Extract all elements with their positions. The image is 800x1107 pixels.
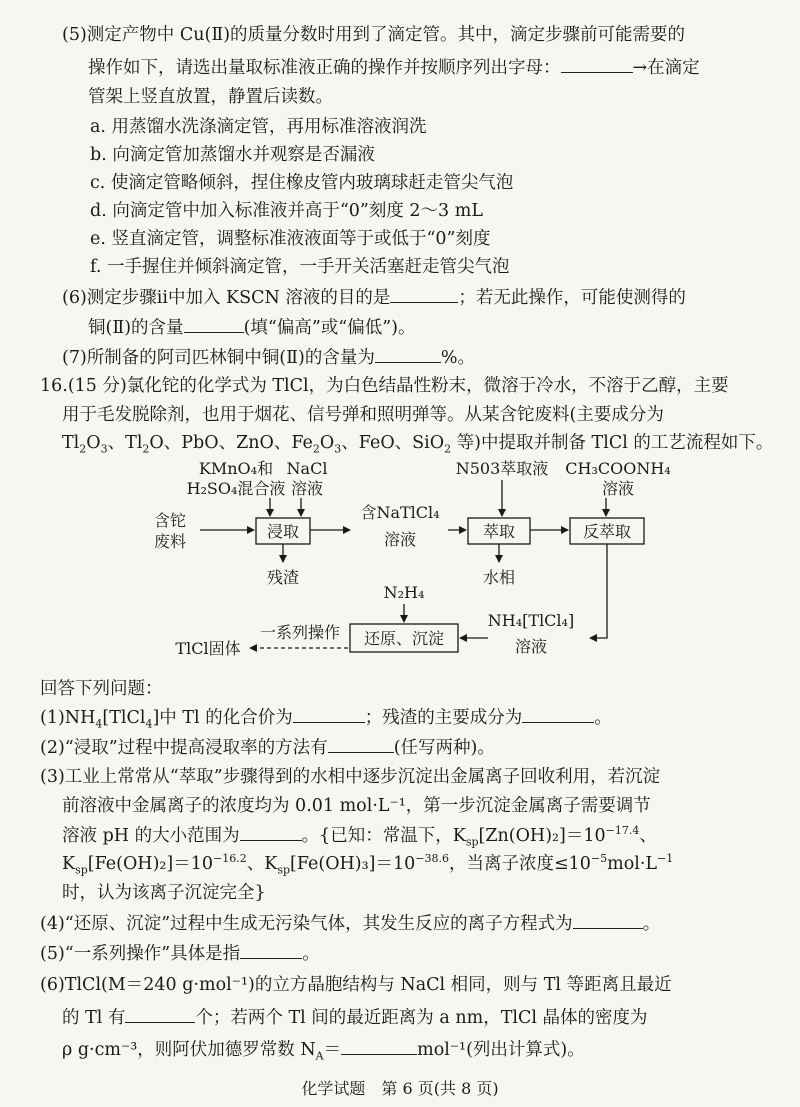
intermediate-1: 含NaTlCl₄ — [360, 503, 440, 522]
option-e: e. 竖直滴定管，调整标准液液面等于或低于“0”刻度 — [90, 229, 491, 249]
q16-3-line2: 前溶液中金属离子的浓度均为 0.01 mol·L⁻¹，第一步沉淀金属离子需要调节 — [62, 796, 651, 816]
t: [Fe(OH)₂]＝10 — [87, 854, 214, 874]
t: 。{已知：常温下，K — [301, 826, 466, 846]
t: (4)“还原、沉淀”过程中生成无污染气体，其发生反应的离子方程式为 — [40, 914, 573, 934]
box-back-extract-label: 反萃取 — [582, 522, 632, 541]
t: 的 Tl 有 — [62, 1008, 126, 1028]
t: 溶液 pH 的大小范围为 — [62, 826, 240, 846]
s: sp — [465, 835, 479, 849]
t: O、PbO、ZnO、Fe — [149, 433, 313, 453]
option-c: c. 使滴定管略倾斜，捏住橡皮管内玻璃球赶走管尖气泡 — [90, 173, 514, 193]
t: mol·L — [607, 854, 658, 874]
t: (任写两种)。 — [393, 738, 495, 758]
residue-label: 残渣 — [266, 568, 300, 587]
t: [TlCl — [102, 708, 146, 728]
t: ＝ — [323, 1040, 342, 1060]
t: 。 — [642, 914, 661, 934]
s: −16.2 — [213, 852, 247, 866]
t: (2)“浸取”过程中提高浸取率的方法有 — [40, 738, 328, 758]
reagent-n503: N503萃取液 — [455, 459, 549, 478]
q15-5-line3: 管架上竖直放置，静置后读数。 — [88, 87, 333, 107]
s: 2 — [142, 442, 150, 456]
s: sp — [277, 863, 290, 877]
intermediate-2: NH₄[TlCl₄] — [487, 611, 575, 630]
t: [Zn(OH)₂]＝10 — [478, 826, 606, 846]
reagent-kmno4: KMnO₄和 — [198, 459, 274, 478]
intermediate-1b: 溶液 — [383, 530, 417, 549]
s: A — [315, 1049, 324, 1063]
box-reduce-label: 还原、沉淀 — [363, 629, 445, 648]
q15-5-line2-tail: 在滴定 — [647, 58, 700, 78]
product-label: TlCl固体 — [175, 639, 241, 658]
reagent-ch3coonh4: CH₃COONH₄ — [565, 459, 671, 478]
s: 4 — [145, 717, 153, 731]
aqueous-label: 水相 — [482, 568, 516, 587]
t: 个；若两个 Tl 间的最近距离为 a nm，TlCl 晶体的密度为 — [195, 1008, 648, 1028]
q16-6-line1: (6)TlCl(M＝240 g·mol⁻¹)的立方晶胞结构与 NaCl 相同，则与 Tl 等距离且最近 — [40, 975, 672, 995]
reagent-ch3coonh4-sol: 溶液 — [601, 479, 635, 498]
s: 3 — [100, 442, 108, 456]
q16-3-line5: 时，认为该离子沉淀完全} — [62, 883, 266, 903]
t: (5)“一系列操作”具体是指 — [40, 944, 241, 964]
feed-label: 含铊 — [153, 511, 187, 530]
option-d: d. 向滴定管中加入标准液并高于“0”刻度 2～3 mL — [90, 201, 483, 221]
q16-3-line3 — [62, 822, 657, 849]
s: 2 — [444, 442, 452, 456]
reagent-n2h4: N₂H₄ — [383, 583, 425, 602]
arrow: → — [632, 58, 648, 78]
box-extract-label: 萃取 — [482, 522, 516, 541]
s: 3 — [334, 442, 342, 456]
answer-blank — [240, 822, 302, 841]
q16-6-line3 — [62, 1036, 585, 1063]
reagent-nacl: NaCl — [286, 459, 328, 478]
answer-blank — [293, 704, 365, 723]
answer-blank — [573, 910, 643, 929]
q15-5-line2-text: 操作如下，请选出量取标准液正确的操作并按顺序列出字母： — [88, 58, 561, 78]
q16-4 — [40, 910, 660, 937]
reagent-nacl-solution: 溶液 — [290, 479, 324, 498]
t: ，当离子浓度≤10 — [448, 854, 591, 874]
answer-blank — [341, 1036, 417, 1055]
s: −17.4 — [605, 824, 640, 838]
t: K — [62, 854, 76, 874]
t: ；残渣的主要成分为 — [364, 708, 523, 728]
s: −1 — [657, 852, 674, 866]
page-footer: 化学试题 第 6 页(共 8 页) — [301, 1079, 499, 1098]
answer-blank — [125, 1004, 195, 1023]
feed-label2: 废料 — [153, 532, 187, 551]
t: O — [86, 433, 101, 453]
s: −38.6 — [415, 852, 449, 866]
t: O — [319, 433, 335, 453]
q16-2 — [40, 734, 495, 761]
q16-5 — [40, 940, 320, 967]
arrow — [590, 544, 607, 638]
q15-5-line1: (5)测定产物中 Cu(Ⅱ)的质量分数时用到了滴定管。其中，滴定步骤前可能需要的 — [62, 25, 686, 45]
t: mol⁻¹(列出计算式)。 — [417, 1040, 585, 1060]
t: 、Tl — [107, 433, 143, 453]
answer-prompt: 回答下列问题： — [40, 679, 163, 699]
t: 。 — [302, 944, 320, 964]
answer-blank — [328, 734, 394, 753]
q16-3-line1: (3)工业上常常从“萃取”步骤得到的水相中逐步沉淀出金属离子回收利用，若沉淀 — [40, 767, 661, 787]
t: ρ g·cm⁻³，则阿伏加德罗常数 N — [62, 1040, 316, 1060]
box-leach-label: 浸取 — [266, 522, 300, 541]
q16-6-line2 — [62, 1004, 648, 1031]
option-b: b. 向滴定管加蒸馏水并观察是否漏液 — [90, 145, 375, 165]
option-f: f. 一手握住并倾斜滴定管，一手开关活塞赶走管尖气泡 — [90, 257, 510, 277]
q15-6-line2-tail: (填“偏高”或“偏低”)。 — [243, 318, 416, 338]
s: 2 — [312, 442, 320, 456]
t: 、 — [639, 826, 657, 846]
t: [Fe(OH)₃]＝10 — [290, 854, 416, 874]
q16-1 — [40, 704, 612, 731]
t: (1)NH — [40, 708, 96, 728]
s: sp — [75, 863, 88, 877]
s: 2 — [79, 442, 87, 456]
q15-7-tail: %。 — [440, 348, 475, 368]
t: ]中 Tl 的化合价为 — [152, 708, 293, 728]
s: 4 — [95, 717, 103, 731]
q16-intro-line1: 16.(15 分)氯化铊的化学式为 TlCl，为白色结晶性粉末，微溶于冷水，不溶于乙醇，主要 — [40, 376, 729, 396]
series-ops-label: 一系列操作 — [259, 623, 341, 642]
q15-6-tail: ；若无此操作，可能使测得的 — [458, 288, 686, 308]
t: 。 — [594, 708, 612, 728]
s: −5 — [590, 852, 608, 866]
t: 、FeO、SiO — [341, 433, 445, 453]
q15-6-line2-text: 铜(Ⅱ)的含量 — [88, 318, 184, 338]
reagent-h2so4: H₂SO₄混合液 — [186, 479, 286, 498]
option-a: a. 用蒸馏水洗涤滴定管，再用标准溶液润洗 — [90, 117, 427, 137]
answer-blank — [240, 940, 302, 959]
q16-3-line4 — [62, 851, 673, 877]
t: 等)中提取并制备 TlCl 的工艺流程如下。 — [451, 433, 774, 453]
q15-7-text: (7)所制备的阿司匹林铜中铜(Ⅱ)的含量为 — [62, 348, 375, 368]
t: Tl — [62, 433, 80, 453]
intermediate-2b: 溶液 — [514, 637, 548, 656]
t: 、K — [246, 854, 278, 874]
answer-blank — [522, 704, 594, 723]
q16-intro-line2: 用于毛发脱除剂，也用于烟花、信号弹和照明弹等。从某含铊废料(主要成分为 — [62, 405, 664, 425]
q15-6-text: (6)测定步骤ⅱ中加入 KSCN 溶液的目的是 — [62, 288, 391, 308]
